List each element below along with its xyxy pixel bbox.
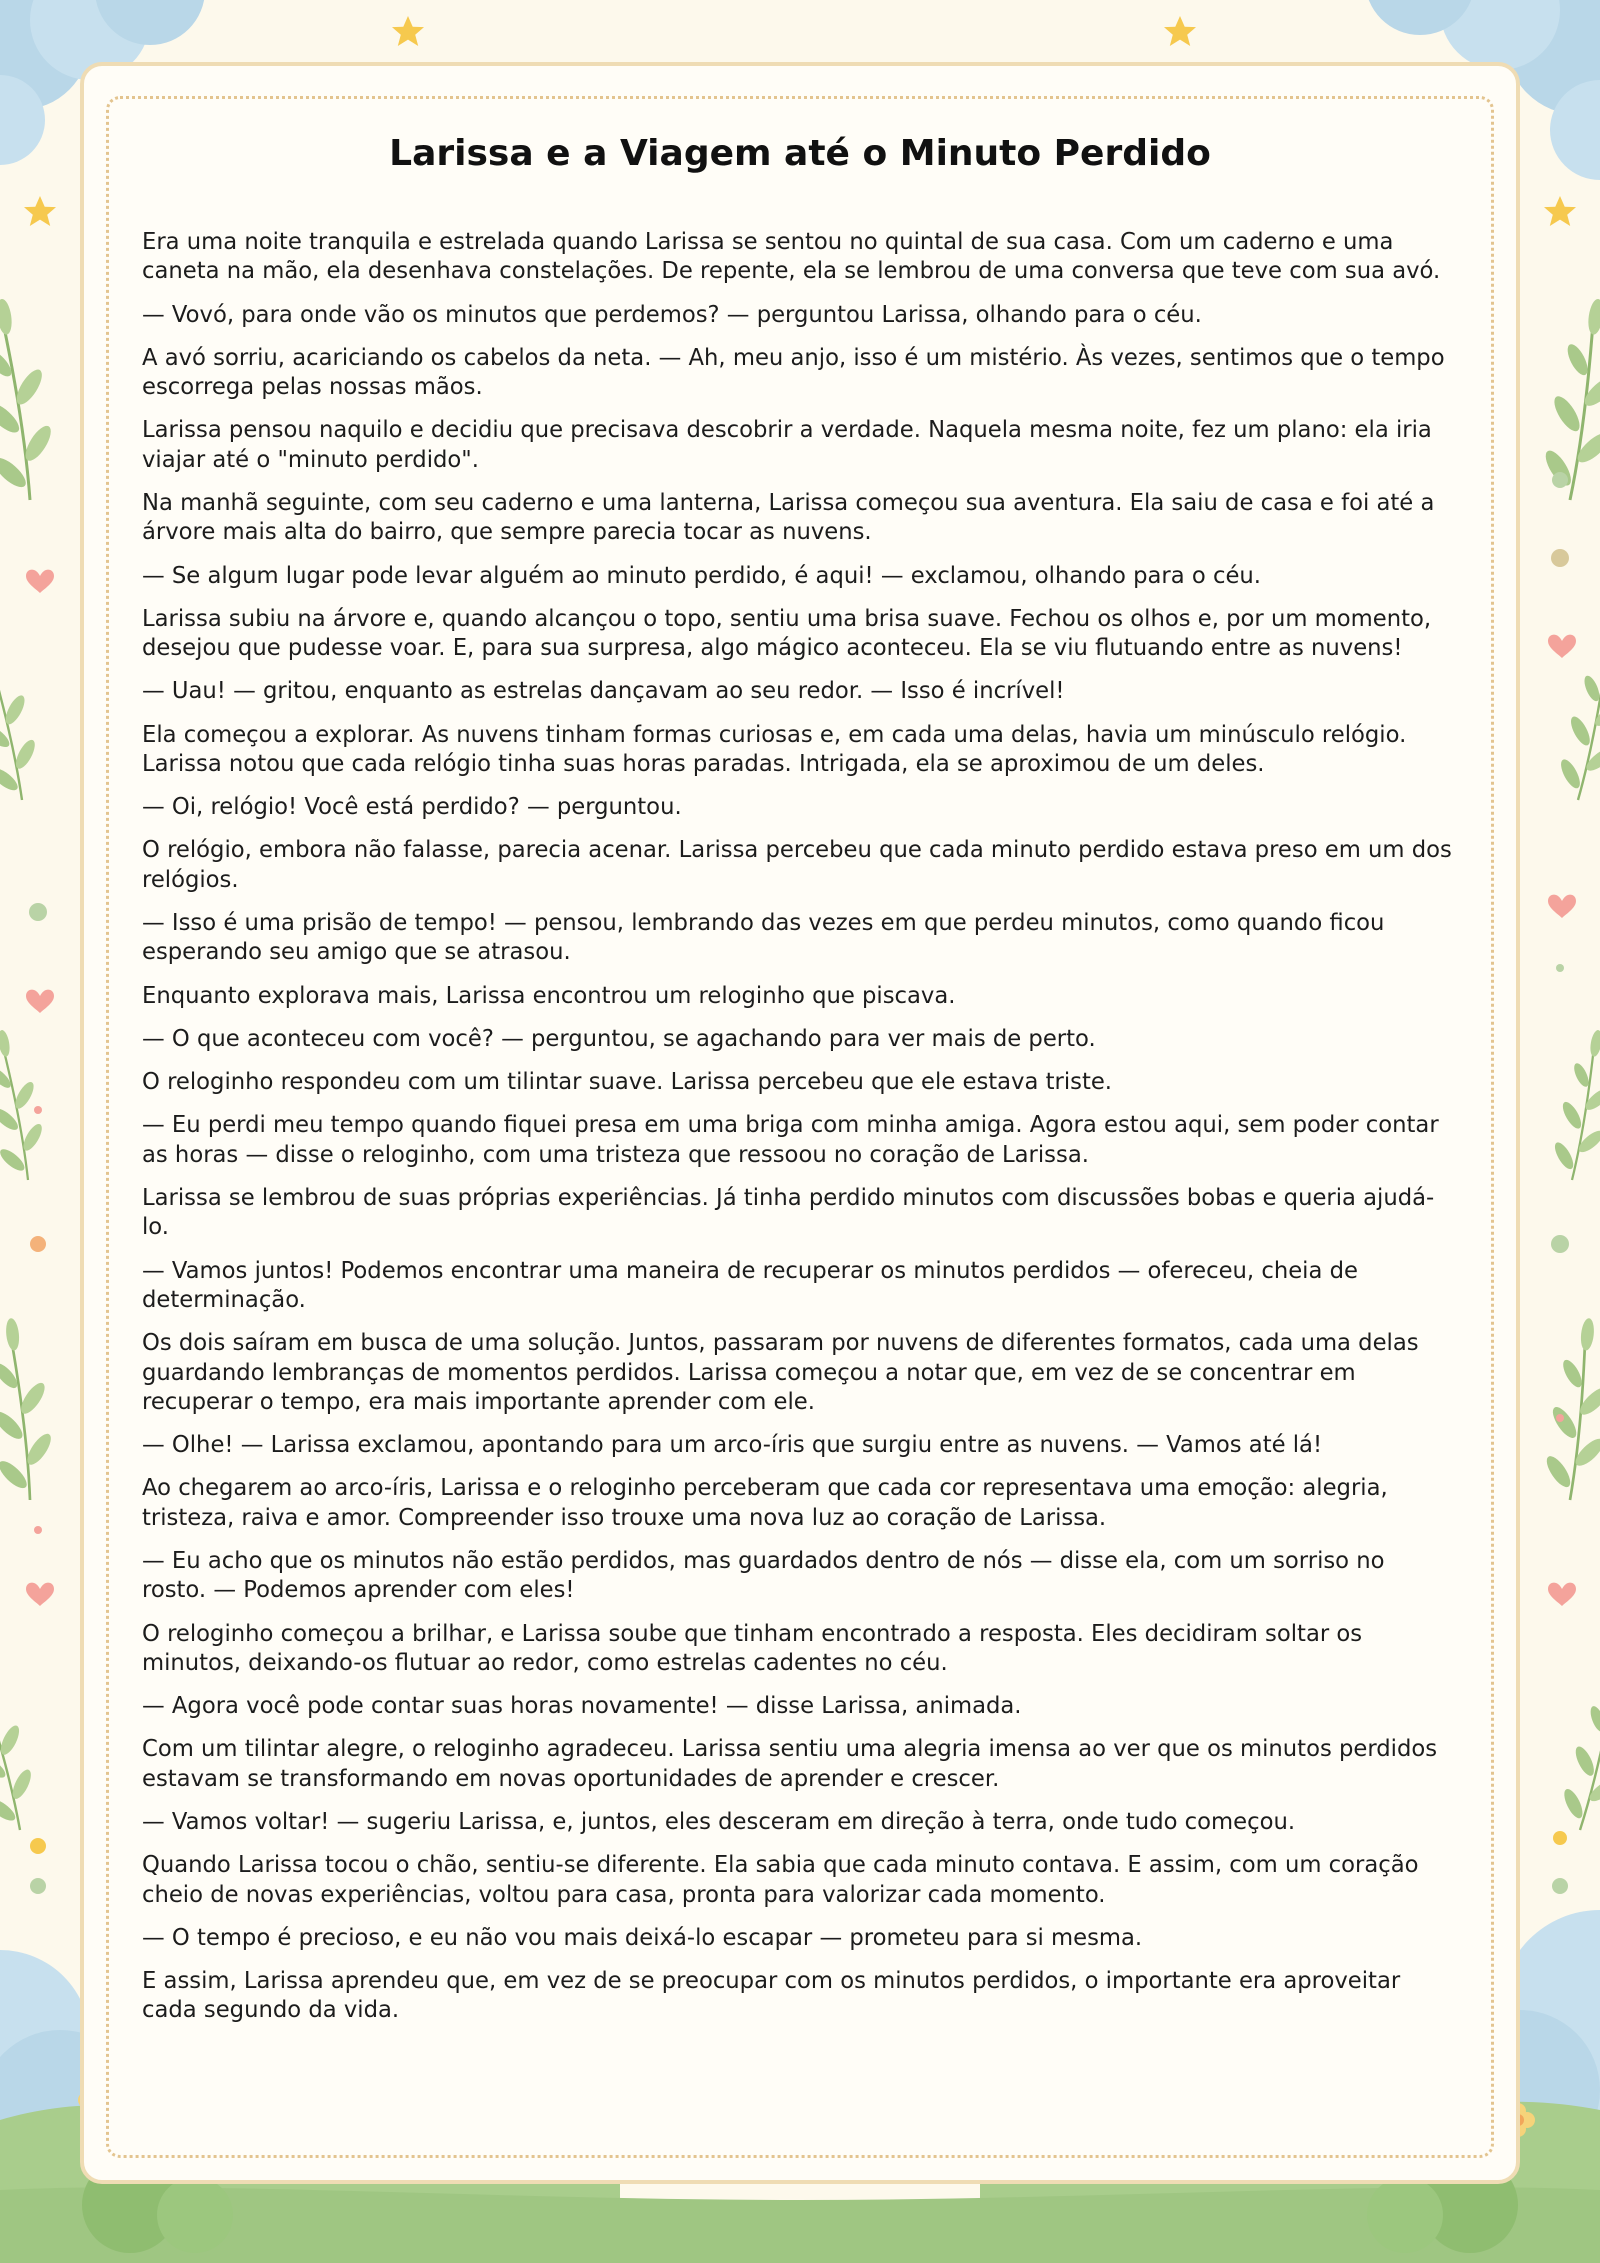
- story-paragraph: Ao chegarem ao arco-íris, Larissa e o reloginho perceberam que cada cor representava uma emoção: alegria, tristeza, raiva e amor. Compreender isso trouxe uma nova luz ao coração de Larissa.: [142, 1475, 1388, 1531]
- story-paragraph: O reloginho respondeu com um tilintar suave. Larissa percebeu que ele estava triste.: [142, 1069, 1113, 1096]
- story-paragraph: — Agora você pode contar suas horas novamente! — disse Larissa, animada.: [142, 1693, 1022, 1720]
- story-paragraph: — Vamos voltar! — sugeriu Larissa, e, juntos, eles desceram em direção à terra, onde tudo começou.: [142, 1808, 1296, 1835]
- story-paragraph: — Olhe! — Larissa exclamou, apontando para um arco-íris que surgiu entre as nuvens. — Vamos até lá!: [142, 1432, 1323, 1459]
- story-paragraph: Larissa se lembrou de suas próprias experiências. Já tinha perdido minutos com discussões bobas e queria ajudá-lo.: [142, 1184, 1435, 1241]
- story-paragraph: O relógio, embora não falasse, parecia acenar. Larissa percebeu que cada minuto perdido estava preso em um dos relógios.: [142, 837, 1452, 893]
- story-paragraph: — Eu acho que os minutos não estão perdidos, mas guardados dentro de nós — disse ela, com um sorriso no rosto. — Podemos aprender com eles!: [142, 1547, 1385, 1604]
- story-paragraph: Enquanto explorava mais, Larissa encontrou um reloginho que piscava.: [142, 982, 956, 1009]
- story-paragraph: — Vovó, para onde vão os minutos que perdemos? — perguntou Larissa, olhando para o céu.: [142, 301, 1202, 328]
- story-paragraph: — Eu perdi meu tempo quando fiquei presa em uma briga com minha amiga. Agora estou aqui, sem poder contar as horas — disse o reloginho, com uma tristeza que ressoou no coração de Larissa.: [142, 1112, 1439, 1168]
- story-paragraph: — O que aconteceu com você? — perguntou, se agachando para ver mais de perto.: [142, 1025, 1096, 1052]
- story-paragraph: — O tempo é precioso, e eu não vou mais deixá-lo escapar — prometeu para si mesma.: [142, 1924, 1143, 1951]
- story-paragraph: — Se algum lugar pode levar alguém ao minuto perdido, é aqui! — exclamou, olhando para o céu.: [142, 562, 1261, 589]
- story-paragraph: E assim, Larissa aprendeu que, em vez de se preocupar com os minutos perdidos, o importante era aproveitar cada segundo da vida.: [142, 1968, 1401, 2024]
- story-paragraph: Quando Larissa tocou o chão, sentiu-se diferente. Ela sabia que cada minuto contava. E assim, com um coração cheio de novas experiências, voltou para casa, pronta para valorizar cada momento.: [142, 1852, 1419, 1908]
- story-paragraph: — Oi, relógio! Você está perdido? — perguntou.: [142, 794, 682, 821]
- story-body: [142, 228, 1452, 2040]
- story-title: Larissa e a Viagem até o Minuto Perdido: [389, 133, 1211, 174]
- story-paragraph: Larissa pensou naquilo e decidiu que precisava descobrir a verdade. Naquela mesma noite, fez um plano: ela iria viajar até o "minuto perdido".: [142, 417, 1432, 473]
- story-paragraph: — Uau! — gritou, enquanto as estrelas dançavam ao seu redor. — Isso é incrível!: [142, 678, 1065, 705]
- story-paragraph: Na manhã seguinte, com seu caderno e uma lanterna, Larissa começou sua aventura. Ela saiu de casa e foi até a árvore mais alta do bairro, que sempre parecia tocar as nuvens.: [142, 490, 1435, 546]
- story-paragraph: Ela começou a explorar. As nuvens tinham formas curiosas e, em cada uma delas, havia um minúsculo relógio. Larissa notou que cada relógio tinha suas horas paradas. Intrigada, ela se aproximou de um deles.: [142, 721, 1407, 778]
- story-paragraph: O reloginho começou a brilhar, e Larissa soube que tinham encontrado a resposta. Eles decidiram soltar os minutos, deixando-os flutuar ao redor, como estrelas cadentes no céu.: [142, 1620, 1363, 1676]
- story-paragraph: Os dois saíram em busca de uma solução. Juntos, passaram por nuvens de diferentes formatos, cada uma delas guardando lembranças de momentos perdidos. Larissa começou a notar que, em vez de se concentrar em recuperar o tempo, era mais importante aprender com ele.: [142, 1330, 1419, 1415]
- story-paragraph: — Vamos juntos! Podemos encontrar uma maneira de recuperar os minutos perdidos — ofereceu, cheia de determinação.: [142, 1257, 1358, 1313]
- story-paragraph: A avó sorriu, acariciando os cabelos da neta. — Ah, meu anjo, isso é um mistério. Às vezes, sentimos que o tempo escorrega pelas nossas mãos.: [142, 344, 1445, 401]
- story-paragraph: Larissa subiu na árvore e, quando alcançou o topo, sentiu uma brisa suave. Fechou os olhos e, por um momento, desejou que pudesse voar. E, para sua surpresa, algo mágico aconteceu. Ela se viu flutuando entre as nuvens!: [142, 605, 1432, 662]
- story-paragraph: Era uma noite tranquila e estrelada quando Larissa se sentou no quintal de sua casa. Com um caderno e uma caneta na mão, ela desenhava constelações. De repente, ela se lembrou de uma conversa que teve com sua avó.: [142, 229, 1441, 285]
- story-paragraph: Com um tilintar alegre, o reloginho agradeceu. Larissa sentiu uma alegria imensa ao ver que os minutos perdidos estavam se transformando em novas oportunidades de aprender e crescer.: [142, 1736, 1438, 1792]
- story-paragraph: — Isso é uma prisão de tempo! — pensou, lembrando das vezes em que perdeu minutos, como quando ficou esperando seu amigo que se atrasou.: [142, 910, 1385, 966]
